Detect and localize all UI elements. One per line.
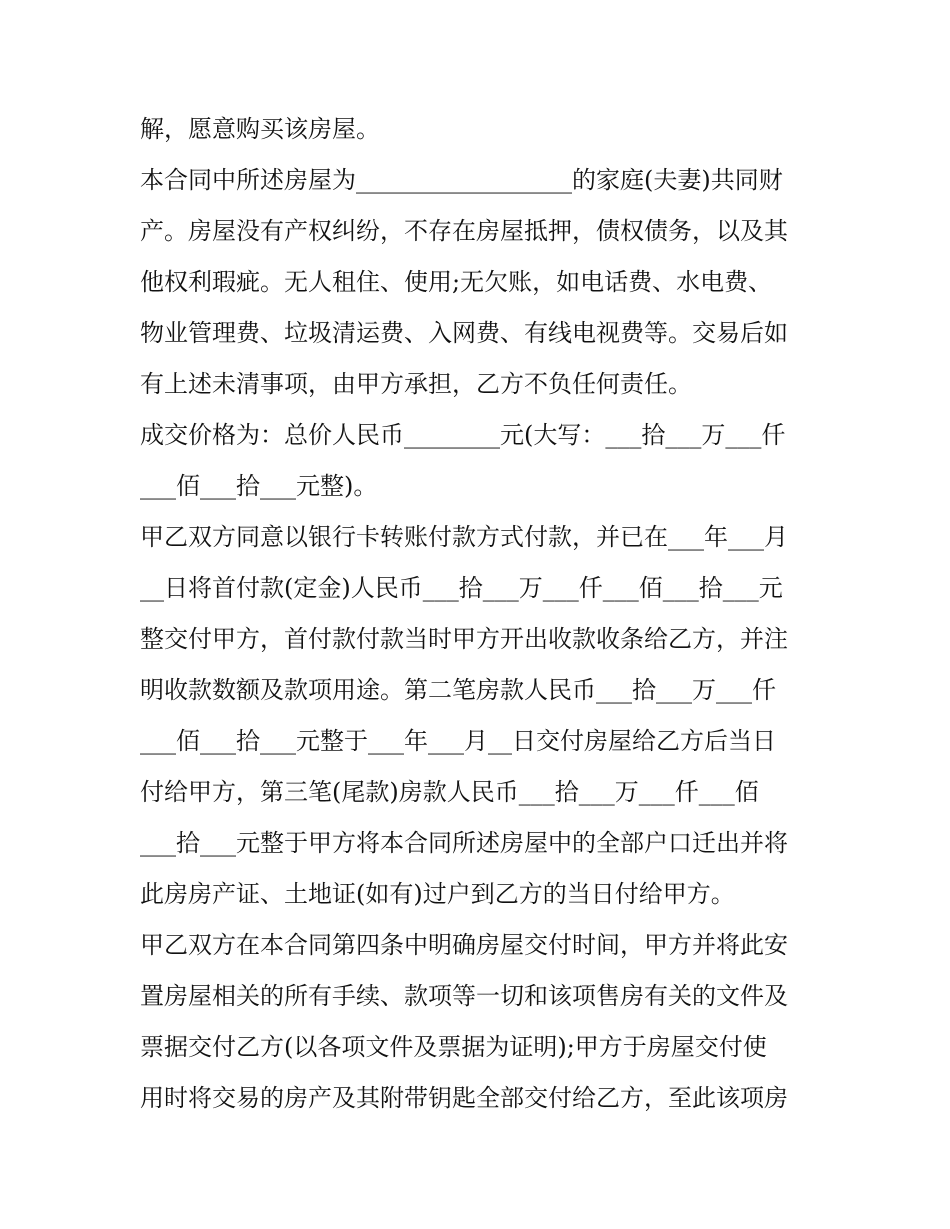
text-line: 解，愿意购买该房屋。: [140, 115, 380, 143]
text-line: 本合同中所述房屋为__________________的家庭(夫妻)共同财: [140, 166, 783, 194]
text-line: 产。房屋没有产权纠纷，不存在房屋抵押，债权债务，以及其: [140, 217, 788, 245]
text-line: __日将首付款(定金)人民币___拾___万___仟___佰___拾___元: [140, 574, 783, 602]
contract-text: [140, 104, 820, 1124]
text-line: 付给甲方，第三笔(尾款)房款人民币___拾___万___仟___佰: [140, 778, 759, 806]
text-line: 用时将交易的房产及其附带钥匙全部交付给乙方，至此该项房: [140, 1084, 788, 1112]
text-line: 置房屋相关的所有手续、款项等一切和该项售房有关的文件及: [140, 982, 788, 1010]
text-line: 明收款数额及款项用途。第二笔房款人民币___拾___万___仟: [140, 676, 776, 704]
text-line: 甲乙双方在本合同第四条中明确房屋交付时间，甲方并将此安: [140, 931, 788, 959]
text-line: ___佰___拾___元整)。: [140, 472, 378, 500]
text-line: 甲乙双方同意以银行卡转账付款方式付款，并已在___年___月: [140, 523, 788, 551]
text-line: 他权利瑕疵。无人租住、使用;无欠账，如电话费、水电费、: [140, 268, 773, 296]
text-line: 整交付甲方，首付款付款当时甲方开出收款收条给乙方，并注: [140, 625, 788, 653]
text-line: 成交价格为：总价人民币________元(大写：___拾___万___仟: [140, 421, 786, 449]
text-line: 物业管理费、垃圾清运费、入网费、有线电视费等。交易后如: [140, 319, 788, 347]
text-line: 此房房产证、土地证(如有)过户到乙方的当日付给甲方。: [140, 880, 735, 908]
text-line: ___拾___元整于甲方将本合同所述房屋中的全部户口迁出并将: [140, 829, 788, 857]
text-line: 票据交付乙方(以各项文件及票据为证明);甲方于房屋交付使: [140, 1033, 767, 1061]
text-line: 有上述未清事项，由甲方承担，乙方不负任何责任。: [140, 370, 692, 398]
text-line: ___佰___拾___元整于___年___月__日交付房屋给乙方后当日: [140, 727, 776, 755]
